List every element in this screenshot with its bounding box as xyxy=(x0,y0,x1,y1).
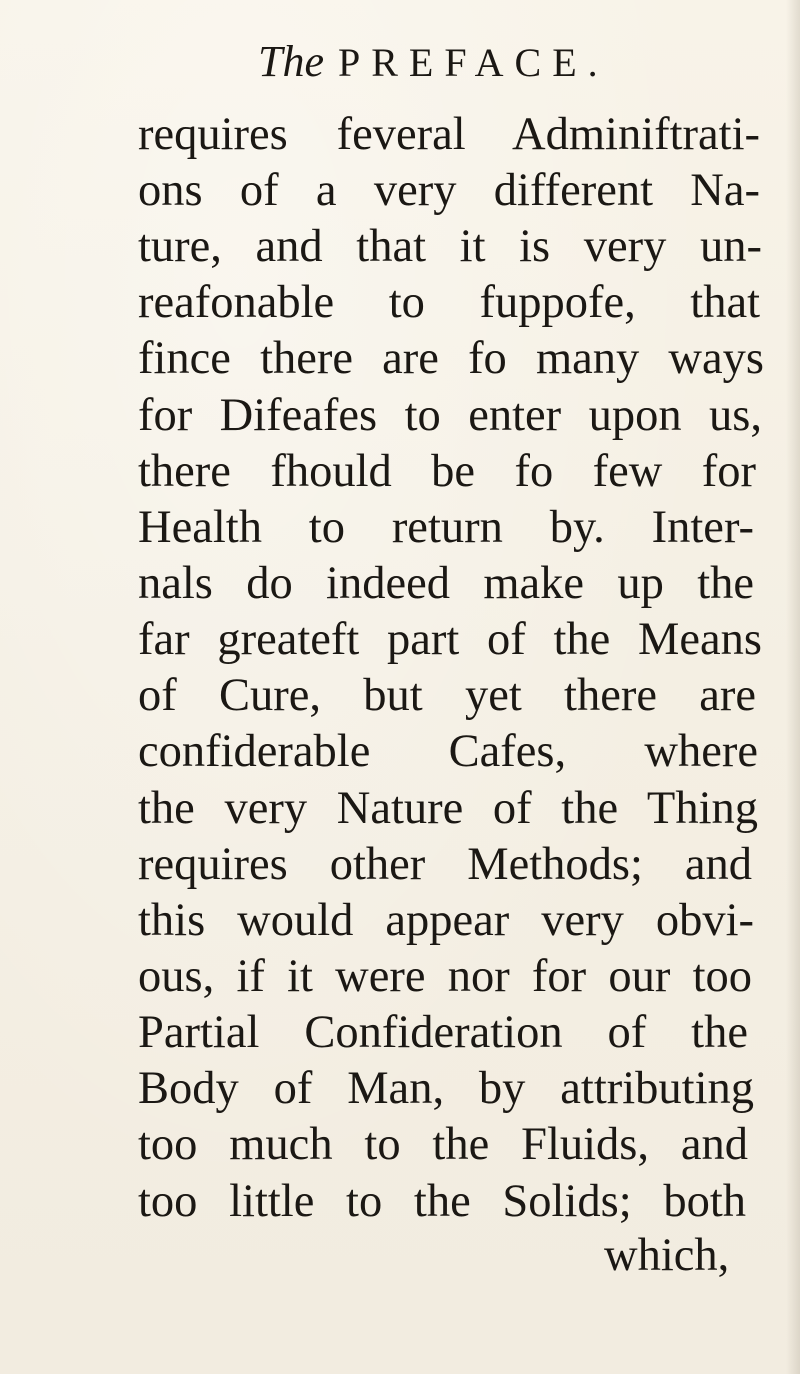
text-line: confiderable Cafes, where xyxy=(138,726,758,777)
text-line: fince there are fo many ways xyxy=(138,333,764,384)
text-line: too much to the Fluids, and xyxy=(138,1119,748,1170)
running-head-italic: The xyxy=(258,37,324,86)
text-line: far greateft part of the Means xyxy=(138,614,762,665)
text-line: of Cure, but yet there are xyxy=(138,670,756,721)
catchword: which, xyxy=(604,1230,730,1281)
text-line: Partial Confideration of the xyxy=(138,1007,748,1058)
text-line: nals do indeed make up the xyxy=(138,558,754,609)
text-line: ture, and that it is very un- xyxy=(138,221,762,272)
text-line: for Difeafes to enter upon us, xyxy=(138,390,762,441)
text-line: ous, if it were nor for our too xyxy=(138,951,752,1002)
running-head-title: PREFACE. xyxy=(338,40,609,85)
text-line: Body of Man, by attributing xyxy=(138,1063,754,1114)
text-line: requires other Methods; and xyxy=(138,839,752,890)
text-line: Health to return by. Inter- xyxy=(138,502,754,553)
text-line: the very Nature of the Thing xyxy=(138,783,758,834)
text-line: there fhould be fo few for xyxy=(138,446,756,497)
text-line: too little to the Solids; both xyxy=(138,1176,746,1227)
running-head xyxy=(258,30,609,94)
text-line: ons of a very different Na- xyxy=(138,165,760,216)
page-edge-shadow xyxy=(786,0,800,1374)
text-line: reafonable to fuppofe, that xyxy=(138,277,760,328)
text-line: requires feveral Adminiftrati- xyxy=(138,109,760,160)
text-line: this would appear very obvi- xyxy=(138,895,754,946)
